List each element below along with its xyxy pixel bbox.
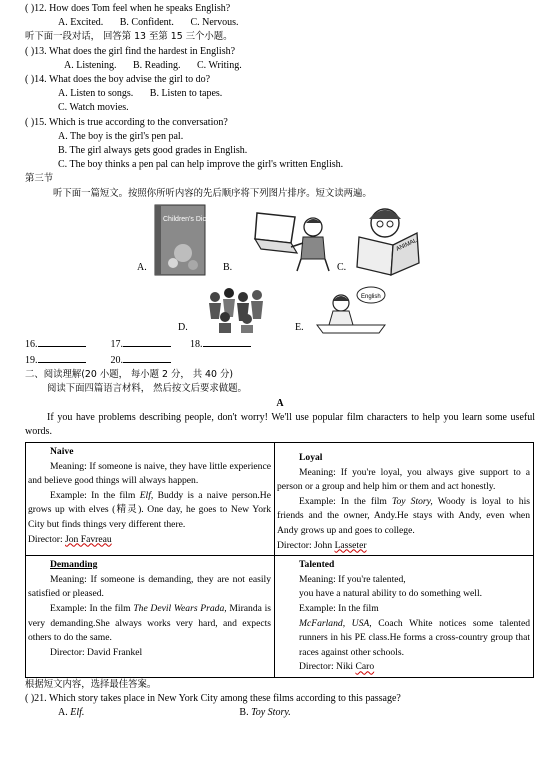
q15-option-a: A. The boy is the girl's pen pal. [58,130,184,142]
q12-option-a: A. Excited. [58,17,104,29]
naive-meaning: Meaning: If someone is naive, they have little experience and believe good things will always happen. [28,460,271,487]
q13-option-c: C. Writing. [197,59,242,71]
animal-book-text: ANIMAL [395,237,419,253]
answer-blanks-row-2 [25,352,535,368]
talented-director-label: Director: Niki [299,661,356,673]
q13-option-b: B. Reading. [133,59,181,71]
answer-blank-17[interactable] [123,336,171,347]
answer-blank-16[interactable] [38,336,86,347]
demanding-cell [26,556,275,678]
talented-example-body: Coach White notices some talented runners in his PE class.He forms a cross-country group that races against other schools. [299,617,530,658]
loyal-director-name: Lasseter [334,539,367,551]
blank-20-label: 20. [110,355,123,367]
q21-option-a-title: Elf. [70,707,85,719]
talented-example [277,617,530,661]
naive-example-body: , Buddy is a naive person.He grows up with elves (精灵). One day, he goes to New York City but finds things very different there. [28,489,271,531]
talented-example-intro: Example: In the film [299,602,379,614]
blank-18-label: 18. [190,338,203,350]
blank-16-label: 16. [25,338,38,350]
demanding-meaning: Meaning: If someone is demanding, they are not easily satisfied or pleased. [28,573,271,600]
passage-a-label: A [276,397,284,409]
english-bubble-text: English [361,293,381,300]
q21-option-b-letter: B. [239,707,252,719]
girl-writing-picture [313,285,389,335]
q13-option-a: A. Listening. [64,59,117,71]
q14-option-a: A. Listen to songs. [58,88,134,100]
question-21-options [25,706,535,720]
naive-example [28,489,271,533]
talented-director-name: Caro [355,661,375,673]
demanding-heading: Demanding [50,559,98,571]
blank-17-label: 17. [110,338,123,350]
q12-option-c: C. Nervous. [190,17,239,29]
q14-option-b: B. Listen to tapes. [149,88,223,100]
question-12-stem: ( )12. How does Tom feel when he speaks English? [25,3,231,14]
part-2-title: 二、阅读理解(20 小题， 每小题 2 分， 共 40 分) [25,369,234,381]
demanding-director: Director: David Frankel [50,646,143,658]
naive-heading: Naive [50,446,74,458]
choose-best-answer-instruction: 根据短文内容，选择最佳答案。 [25,678,157,690]
loyal-example-body: Woody is loyal to his friends and the owner, Andy.He stays with Andy, even when Andy grows up and goes to college. [277,495,530,537]
talented-director [277,660,530,675]
loyal-example-intro: Example: In the film [299,495,393,507]
loyal-example [277,495,530,539]
q21-option-a [58,707,84,718]
demanding-example-body: Miranda is very demanding.She always works very hard, and expects others to do the same. [28,602,271,644]
loyal-director-label: Director: John [277,539,335,551]
talented-film-title: McFarland, USA, [299,617,372,629]
film-characters-table [25,442,534,678]
q12-option-b: B. Confident. [119,17,174,29]
question-13-options [25,59,535,73]
answer-blank-18[interactable] [203,336,251,347]
q21-option-b [239,707,290,718]
question-12-options [25,16,535,30]
naive-director-label: Director: [28,533,66,545]
picture-label-e: E. [295,321,304,333]
q15-option-b: B. The girl always gets good grades in English. [58,145,248,157]
answer-blank-19[interactable] [38,352,86,363]
loyal-heading: Loyal [299,452,323,464]
talented-meaning-2: you have a natural ability to do something well. [299,588,483,600]
loyal-director [277,539,530,554]
section-3-title: 第三节 [25,173,54,185]
question-14-options-ab [25,87,535,101]
naive-director [28,533,271,548]
question-15-stem: ( )15. Which is true according to the conversation? [25,116,228,128]
loyal-cell [275,443,534,556]
question-13-stem: ( )13. What does the girl find the hardest in English? [25,45,236,57]
picture-sequence [25,201,535,336]
q14-option-c: C. Watch movies. [58,102,129,114]
loyal-meaning: Meaning: If you're loyal, you always give support to a person or a group and help him or them and act honestly. [277,466,530,493]
listening-instruction-13-15: 听下面一段对话， 回答第 13 至第 15 三个小题。 [25,31,233,43]
loyal-film-title: Toy Story, [392,495,433,507]
question-21-stem: ( )21. Which story takes place in New York City among these films according to this passage? [25,693,401,705]
part-2-instruction: 阅读下面四篇语言材料， 然后按文后要求做题。 [47,383,247,395]
blank-19-label: 19. [25,355,38,367]
demanding-example [28,602,271,646]
picture-label-c: C. [337,261,347,273]
exam-page [25,2,535,721]
boy-computer-picture [251,209,333,273]
passage-a-intro: If you have problems describing people, don't worry! We'll use popular film characters to help you learn some useful words. [25,411,535,438]
q15-option-c: C. The boy thinks a pen pal can help improve the girl's written English. [58,159,344,171]
picture-label-a: A. [137,261,147,273]
dictionary-book-picture [153,203,227,277]
answer-blank-20[interactable] [123,352,171,363]
q21-option-a-letter: A. [58,707,71,719]
naive-example-intro: Example: In the film [50,489,140,501]
picture-label-d: D. [178,321,188,333]
book-title-text: Children's Dictionary [163,215,227,223]
animal-book-girl-picture [355,203,421,277]
section-3-instruction: 听下面一篇短文。按照你所听内容的先后顺序将下列图片排序。短文读两遍。 [53,187,372,199]
talented-cell [275,556,534,678]
talented-meaning-1: Meaning: If you're talented, [299,573,406,585]
demanding-film-title: The Devil Wears Prada, [133,602,227,614]
question-14-stem: ( )14. What does the boy advise the girl to do? [25,74,211,86]
answer-blanks-row-1 [25,336,535,352]
picture-label-b: B. [223,261,233,273]
talented-heading: Talented [299,559,335,571]
q21-option-b-title: Toy Story. [251,707,291,719]
naive-film-title: Elf [139,489,151,501]
group-people-picture [205,287,269,333]
naive-cell [26,443,275,556]
naive-director-name: Jon Favreau [65,533,112,545]
demanding-example-intro: Example: In the film [50,602,134,614]
